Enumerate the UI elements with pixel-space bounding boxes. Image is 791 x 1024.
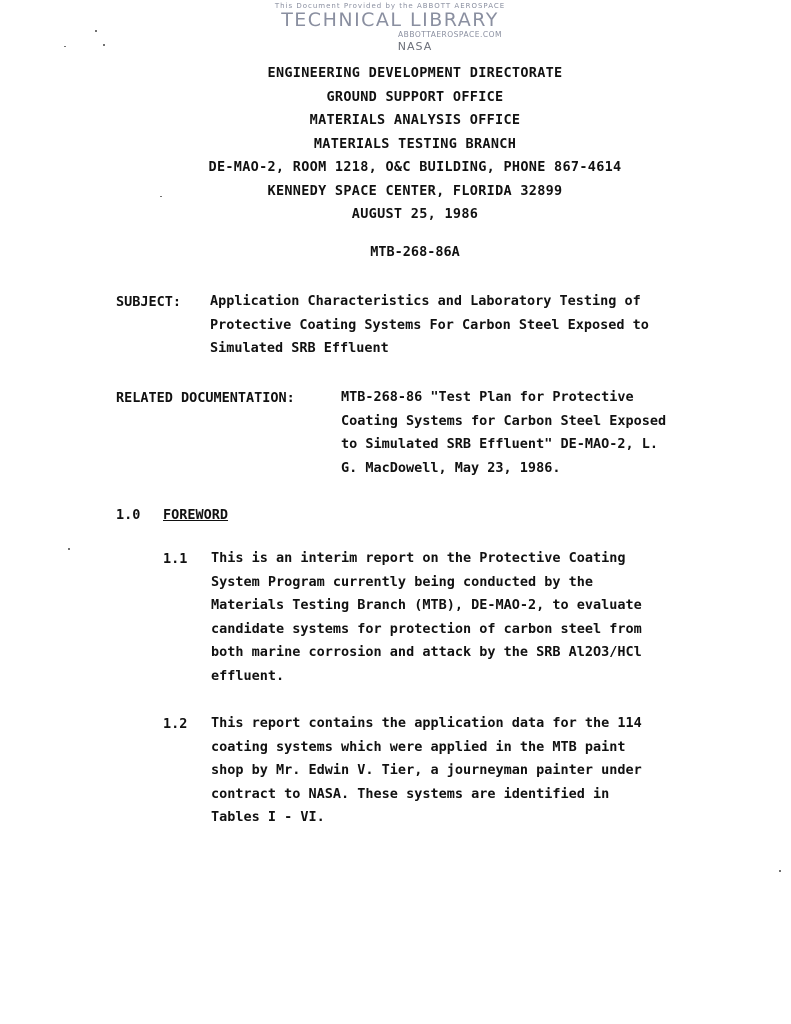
paragraph-line: shop by Mr. Edwin V. Tier, a journeyman painter under [211,762,642,778]
address-line: DE-MAO-2, ROOM 1218, O&C BUILDING, PHONE 867-4614 [208,159,622,175]
section-number: 1.0 [116,507,141,523]
paragraph-text [211,547,642,688]
related-line: Coating Systems for Carbon Steel Exposed [341,412,667,429]
scan-speck [103,44,105,46]
related-documentation-label: RELATED DOCUMENTATION: [116,390,295,406]
related-documentation-text [341,386,666,480]
subject-label: SUBJECT: [116,294,182,310]
paragraph-line: Tables I - VI. [211,809,325,825]
scan-speck [95,30,97,32]
paragraph-line: effluent. [211,667,285,684]
paragraph-line: coating systems which were applied in the MTB paint [211,738,626,755]
paragraph-number: 1.1 [163,551,188,567]
subject-line: Application Characteristics and Laboratory Testing of [210,293,641,309]
scan-speck [779,870,781,872]
date-line: AUGUST 25, 1986 [351,206,479,222]
directorate-line: ENGINEERING DEVELOPMENT DIRECTORATE [267,65,563,81]
related-line: G. MacDowell, May 23, 1986. [341,459,561,476]
letterhead [0,62,791,227]
paragraph-line: contract to NASA. These systems are identified in [211,785,610,802]
subject-line: Protective Coating Systems For Carbon Steel Exposed to [210,316,649,333]
branch-line: MATERIALS TESTING BRANCH [313,135,517,152]
scan-speck [64,46,66,47]
document-number: MTB-268-86A [370,244,460,260]
related-line: to Simulated SRB Effluent" DE-MAO-2, L. [341,436,658,452]
paragraph-text [211,712,642,830]
paragraph-line: Materials Testing Branch (MTB), DE-MAO-2, to evaluate [211,597,642,613]
paragraph-line: This report contains the application data for the 114 [211,715,642,731]
scan-speck [160,196,162,197]
analysis-office-line: MATERIALS ANALYSIS OFFICE [309,112,521,128]
watermark-library-name: TECHNICAL LIBRARY [281,9,499,31]
watermark-provided-by: This Document Provided by the ABBOTT AEROSPACE [274,2,506,10]
paragraph-line: candidate systems for protection of carbon steel from [211,620,642,637]
section-title: FOREWORD [163,507,229,523]
subject-text [210,290,649,361]
location-line: KENNEDY SPACE CENTER, FLORIDA 32899 [267,182,563,199]
agency-label: NASA [397,40,433,53]
paragraph-number: 1.2 [163,716,188,732]
paragraph-line: System Program currently being conducted by the [211,573,594,590]
scan-speck [68,548,70,550]
subject-line: Simulated SRB Effluent [210,340,389,356]
office-line: GROUND SUPPORT OFFICE [326,88,504,105]
related-line: MTB-268-86 "Test Plan for Protective [341,389,634,405]
paragraph-line: This is an interim report on the Protective Coating [211,550,626,566]
watermark-url: ABBOTTAEROSPACE.COM [398,30,502,39]
paragraph-line: both marine corrosion and attack by the SRB Al2O3/HCl [211,644,642,660]
library-watermark [240,2,540,39]
